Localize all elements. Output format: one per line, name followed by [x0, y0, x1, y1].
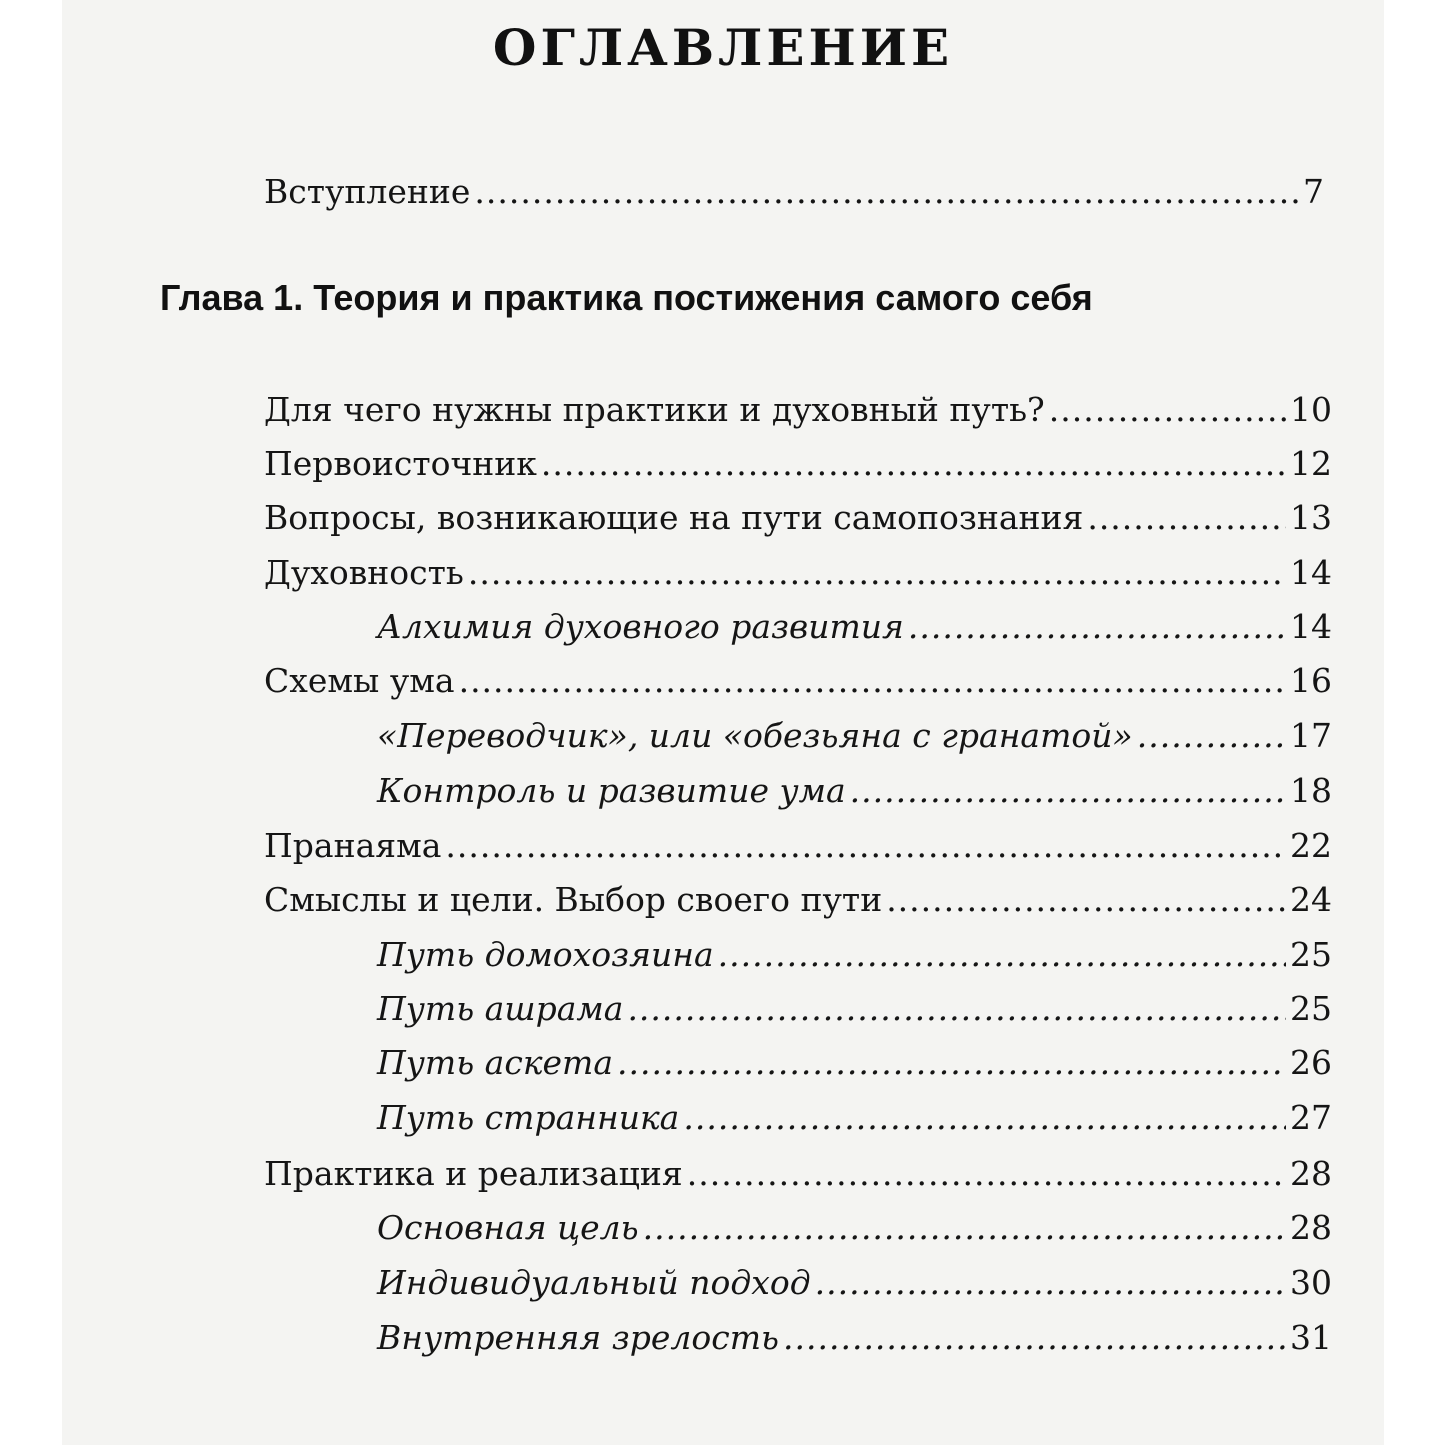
toc-entry: [264, 498, 1332, 537]
toc-subentry: [377, 935, 1332, 974]
toc-entry-label: Духовность: [264, 553, 464, 592]
toc-entry-page: 24: [1290, 880, 1332, 919]
toc-entry-page: 18: [1290, 771, 1332, 810]
toc-entry-label: Алхимия духовного развития: [377, 607, 904, 646]
toc-subentry: [377, 771, 1332, 810]
toc-entry: [264, 826, 1332, 865]
dot-leader: [683, 1098, 1286, 1137]
toc-entry-page: 13: [1290, 498, 1332, 537]
toc-entry: [264, 553, 1332, 592]
toc-entry-page: 31: [1290, 1318, 1332, 1357]
toc-entry-label: Для чего нужны практики и духовный путь?: [264, 390, 1045, 429]
dot-leader: [468, 553, 1286, 592]
toc-entry: [264, 661, 1332, 700]
toc-entry-page: 27: [1290, 1098, 1332, 1137]
toc-subentry: [377, 989, 1332, 1028]
dot-leader: [815, 1263, 1286, 1302]
toc-entry-page: 16: [1290, 661, 1332, 700]
toc-entry-page: 28: [1290, 1154, 1332, 1193]
toc-entry-label: Индивидуальный подход: [377, 1263, 811, 1302]
toc-entry-page: 7: [1303, 172, 1324, 211]
dot-leader: [474, 172, 1299, 211]
toc-entry-label: «Переводчик», или «обезьяна с гранатой»: [377, 716, 1133, 755]
toc-entry-page: 26: [1290, 1043, 1332, 1082]
toc-entry-intro: [264, 172, 1324, 211]
toc-entry-page: 10: [1290, 390, 1332, 429]
dot-leader: [459, 661, 1286, 700]
toc-entry-page: 14: [1290, 607, 1332, 646]
dot-leader: [718, 935, 1286, 974]
dot-leader: [643, 1208, 1286, 1247]
toc-entry-label: Основная цель: [377, 1208, 639, 1247]
toc-subentry: [377, 1208, 1332, 1247]
toc-entry-label: Путь домохозяина: [377, 935, 714, 974]
toc-entry-label: Внутренняя зрелость: [377, 1318, 780, 1357]
toc-subentry: [377, 1318, 1332, 1357]
toc-entry-page: 14: [1290, 553, 1332, 592]
page-title: ОГЛАВЛЕНИЕ: [492, 18, 954, 77]
toc-entry-label: Контроль и развитие ума: [377, 771, 846, 810]
toc-subentry: [377, 716, 1332, 755]
toc-entry-label: Первоисточник: [264, 444, 537, 483]
toc-entry-label: Путь странника: [377, 1098, 680, 1137]
toc-entry-label: Вопросы, возникающие на пути самопознания: [264, 498, 1084, 537]
toc-entry-label: Смыслы и цели. Выбор своего пути: [264, 880, 883, 919]
toc-subentry: [377, 1098, 1332, 1137]
toc-entry-page: 25: [1290, 935, 1332, 974]
dot-leader: [617, 1043, 1286, 1082]
dot-leader: [850, 771, 1286, 810]
dot-leader: [627, 989, 1286, 1028]
toc-entry-page: 17: [1290, 716, 1332, 755]
chapter-heading: Глава 1. Теория и практика постижения самого себя: [160, 277, 1093, 318]
book-page: [62, 0, 1384, 1445]
dot-leader: [445, 826, 1286, 865]
dot-leader: [541, 444, 1286, 483]
toc-entry-page: 30: [1290, 1263, 1332, 1302]
toc-subentry: [377, 1043, 1332, 1082]
toc-subentry: [377, 607, 1332, 646]
toc-entry-label: Практика и реализация: [264, 1154, 683, 1193]
toc-entry-label: Схемы ума: [264, 661, 455, 700]
toc-entry: [264, 880, 1332, 919]
dot-leader: [908, 607, 1286, 646]
dot-leader: [783, 1318, 1286, 1357]
toc-entry-page: 12: [1290, 444, 1332, 483]
toc-entry-label: Вступление: [264, 172, 471, 211]
dot-leader: [886, 880, 1286, 919]
toc-entry-page: 28: [1290, 1208, 1332, 1247]
toc-entry-label: Пранаяма: [264, 826, 442, 865]
toc-entry-label: Путь ашрама: [377, 989, 624, 1028]
dot-leader: [1137, 716, 1286, 755]
toc-entry-page: 22: [1290, 826, 1332, 865]
toc-entry: [264, 390, 1332, 429]
dot-leader: [1049, 390, 1286, 429]
toc-entry-page: 25: [1290, 989, 1332, 1028]
dot-leader: [1087, 498, 1286, 537]
dot-leader: [687, 1154, 1286, 1193]
toc-entry: [264, 444, 1332, 483]
toc-entry-label: Путь аскета: [377, 1043, 614, 1082]
toc-subentry: [377, 1263, 1332, 1302]
toc-entry: [264, 1154, 1332, 1193]
